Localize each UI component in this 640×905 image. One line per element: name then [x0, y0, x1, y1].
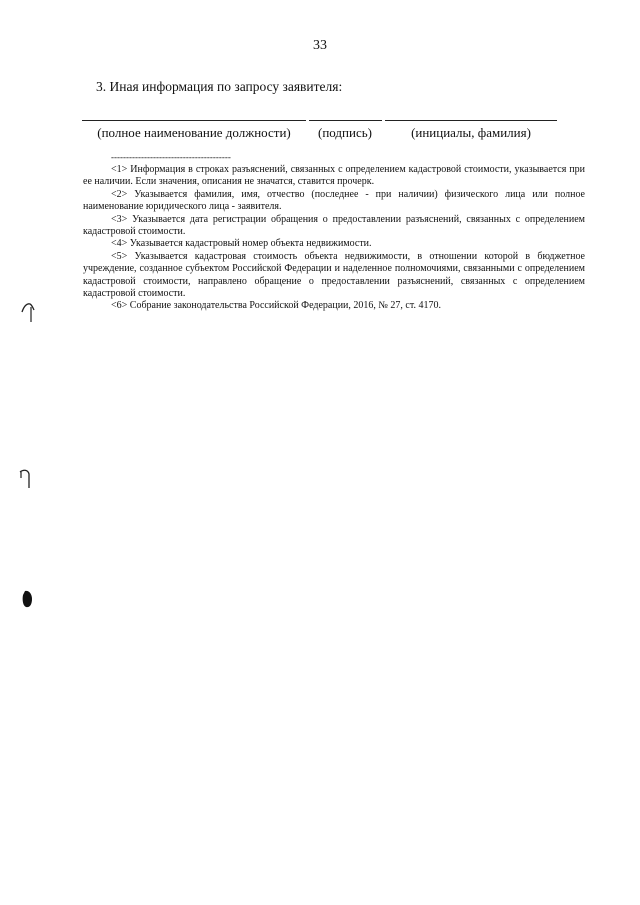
position-label: (полное наименование должности) [97, 125, 291, 140]
footnote-2: <2> Указывается фамилия, имя, отчество (последнее - при наличии) физического лица или полное наименование юридического лица - заявителя. [83, 188, 585, 213]
name-signature-line [385, 120, 557, 121]
position-signature-line [82, 120, 306, 121]
name-label: (инициалы, фамилия) [411, 125, 531, 140]
signature-line [309, 120, 382, 121]
footnote-6: <6> Собрание законодательства Российской Федерации, 2016, № 27, ст. 4170. [111, 300, 441, 312]
scan-mark-hook [18, 298, 40, 324]
footnote-separator: ---------------------------------------- [111, 152, 231, 162]
footnote-4: <4> Указывается кадастровый номер объекта недвижимости. [111, 238, 372, 250]
scan-mark-bracket [16, 466, 36, 492]
footnote-5: <5> Указывается кадастровая стоимость объекта недвижимости, в отношении которой в бюджетное учреждение, созданное субъектом Российской Федерации и наделенное полномочиями, связанными с определением кадастровой стоимости, направлено обращение о предоставлении разъяснений, связанных с определением кадастровой стоимости. [83, 250, 585, 300]
footnote-1: <1> Информация в строках разъяснений, связанных с определением кадастровой стоимости, указывается при ее наличии. Если значения, описания не значатся, ставится прочерк. [83, 164, 585, 188]
scan-mark-blot [20, 588, 36, 610]
section-heading: 3. Иная информация по запросу заявителя: [96, 79, 343, 94]
footnotes [83, 164, 585, 313]
page-number: 33 [313, 38, 327, 53]
footnote-3: <3> Указывается дата регистрации обращения о предоставлении разъяснений, связанных с определением кадастровой стоимости. [83, 213, 585, 238]
signature-label: (подпись) [318, 125, 372, 140]
